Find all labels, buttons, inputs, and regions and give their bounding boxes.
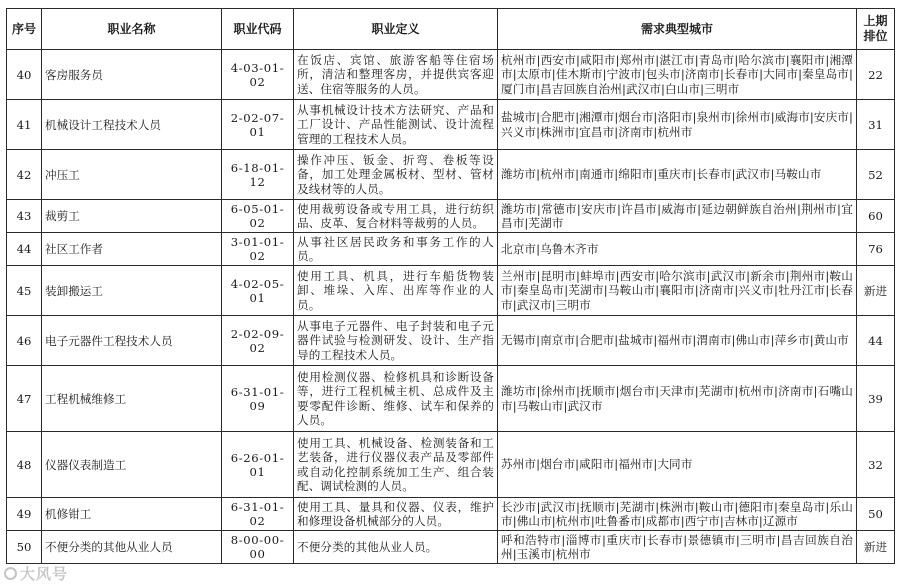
typical-cities: 长沙市|武汉市|抚顺市|芜湖市|株洲市|鞍山市|德阳市|秦皇岛市|乐山市|佛山市|杭州市|吐鲁番市|成都市|西宁市|吉林市|辽源市 [498,498,857,531]
typical-cities: 盐城市|合肥市|湘潭市|烟台市|洛阳市|泉州市|徐州市|威海市|安庆市|兴义市|株洲市|宜昌市|济南市|杭州市 [498,100,857,150]
previous-rank: 50 [857,498,895,531]
occupation-name: 客房服务员 [42,50,222,100]
table-header-row [7,9,895,50]
typical-cities: 无锡市|南京市|合肥市|盐城市|福州市|渭南市|佛山市|萍乡市|黄山市 [498,316,857,366]
typical-cities: 苏州市|烟台市|咸阳市|福州市|大同市 [498,432,857,498]
occupation-code: 6-26-01-01 [222,432,294,498]
occupation-name: 裁剪工 [42,200,222,233]
previous-rank: 39 [857,366,895,432]
previous-rank: 76 [857,233,895,266]
previous-rank: 31 [857,100,895,150]
occupation-name: 工程机械维修工 [42,366,222,432]
occupation-definition: 不便分类的其他从业人员。 [294,531,498,564]
occupation-definition: 使用工具、量具和仪器、仪表，维护和修理设备机械部分的人员。 [294,498,498,531]
row-seq: 42 [7,150,42,200]
occupation-definition: 从事社区居民政务和事务工作的人员。 [294,233,498,266]
typical-cities: 潍坊市|常德市|安庆市|许昌市|威海市|延边朝鲜族自治州|荆州市|宜昌市|芜湖市 [498,200,857,233]
previous-rank: 22 [857,50,895,100]
table-row [7,150,895,200]
occupation-code: 8-00-00-00 [222,531,294,564]
occupation-name: 机械设计工程技术人员 [42,100,222,150]
occupation-code: 6-31-01-02 [222,498,294,531]
table-row [7,100,895,150]
occupation-definition: 使用检测仪器、检修机具和诊断设备等，进行工程机械主机、总成件及主要零配件诊断、维修、试车和保养的人员。 [294,366,498,432]
previous-rank: 60 [857,200,895,233]
table-row [7,432,895,498]
previous-rank: 新进 [857,531,895,564]
typical-cities: 兰州市|昆明市|蚌埠市|西安市|哈尔滨市|武汉市|新余市|荆州市|鞍山市|秦皇岛市|芜湖市|马鞍山市|襄阳市|济南市|兴义市|牡丹江市|长春市|武汉市|三明市 [498,266,857,316]
occupation-code: 6-31-01-09 [222,366,294,432]
header-previous-rank: 上期排位 [857,9,895,50]
occupation-definition: 使用裁剪设备或专用工具，进行纺织品、皮革、复合材料等裁剪的人员。 [294,200,498,233]
header-typical-cities: 需求典型城市 [498,9,857,50]
occupation-definition: 使用工具、机械设备、检测装备和工艺装备，进行仪器仪表产品及零部件或自动化控制系统加工生产、组合装配、调试检测的人员。 [294,432,498,498]
previous-rank: 新进 [857,266,895,316]
previous-rank: 44 [857,316,895,366]
row-seq: 46 [7,316,42,366]
occupation-code: 2-02-07-01 [222,100,294,150]
table-row [7,498,895,531]
table-row [7,316,895,366]
occupation-name: 装卸搬运工 [42,266,222,316]
occupation-name: 仪器仪表制造工 [42,432,222,498]
header-occupation-name: 职业名称 [42,9,222,50]
table-row [7,233,895,266]
occupation-name: 冲压工 [42,150,222,200]
header-occupation-code: 职业代码 [222,9,294,50]
watermark [4,563,68,584]
row-seq: 45 [7,266,42,316]
occupation-code: 6-18-01-12 [222,150,294,200]
watermark-text: 大风号 [20,565,69,583]
occupation-code: 3-01-01-02 [222,233,294,266]
occupation-name: 电子元器件工程技术人员 [42,316,222,366]
typical-cities: 潍坊市|徐州市|抚顺市|烟台市|天津市|芜湖市|杭州市|济南市|石嘴山市|马鞍山市|武汉市 [498,366,857,432]
table-row [7,200,895,233]
typical-cities: 潍坊市|杭州市|南通市|绵阳市|重庆市|长春市|武汉市|马鞍山市 [498,150,857,200]
typical-cities: 杭州市|西安市|咸阳市|郑州市|湛江市|青岛市|哈尔滨市|襄阳市|湘潭市|太原市|佳木斯市|宁波市|包头市|济南市|长春市|大同市|秦皇岛市|厦门市|昌吉回族自治州|武汉市|白山市|三明市 [498,50,857,100]
occupation-demand-table [6,8,895,564]
occupation-definition: 在饭店、宾馆、旅游客船等住宿场所，清洁和整理客房，并提供宾客迎送、住宿等服务的人员。 [294,50,498,100]
row-seq: 49 [7,498,42,531]
dafeng-logo-icon [4,567,17,580]
typical-cities: 北京市|乌鲁木齐市 [498,233,857,266]
table-row [7,266,895,316]
row-seq: 48 [7,432,42,498]
occupation-name: 机修钳工 [42,498,222,531]
typical-cities: 呼和浩特市|淄博市|重庆市|长春市|景德镇市|三明市|昌吉回族自治州|玉溪市|杭州市 [498,531,857,564]
occupation-code: 4-02-05-01 [222,266,294,316]
header-occupation-definition: 职业定义 [294,9,498,50]
occupation-name: 社区工作者 [42,233,222,266]
row-seq: 43 [7,200,42,233]
occupation-definition: 使用工具、机具，进行车船货物装卸、堆垛、入库、出库等作业的人员。 [294,266,498,316]
occupation-definition: 从事机械设计技术方法研究、产品和工厂设计、产品性能测试、设计流程管理的工程技术人员。 [294,100,498,150]
row-seq: 50 [7,531,42,564]
table-row [7,531,895,564]
row-seq: 47 [7,366,42,432]
occupation-name: 不便分类的其他从业人员 [42,531,222,564]
table-row [7,366,895,432]
table-row [7,50,895,100]
header-seq: 序号 [7,9,42,50]
previous-rank: 32 [857,432,895,498]
row-seq: 44 [7,233,42,266]
previous-rank: 52 [857,150,895,200]
occupation-definition: 操作冲压、钣金、折弯、卷板等设备，加工处理金属板材、型材、管材及线材等的人员。 [294,150,498,200]
occupation-code: 2-02-09-02 [222,316,294,366]
occupation-code: 4-03-01-02 [222,50,294,100]
occupation-definition: 从事电子元器件、电子封装和电子元器件试验与检测研发、设计、生产指导的工程技术人员。 [294,316,498,366]
occupation-code: 6-05-01-02 [222,200,294,233]
row-seq: 41 [7,100,42,150]
row-seq: 40 [7,50,42,100]
